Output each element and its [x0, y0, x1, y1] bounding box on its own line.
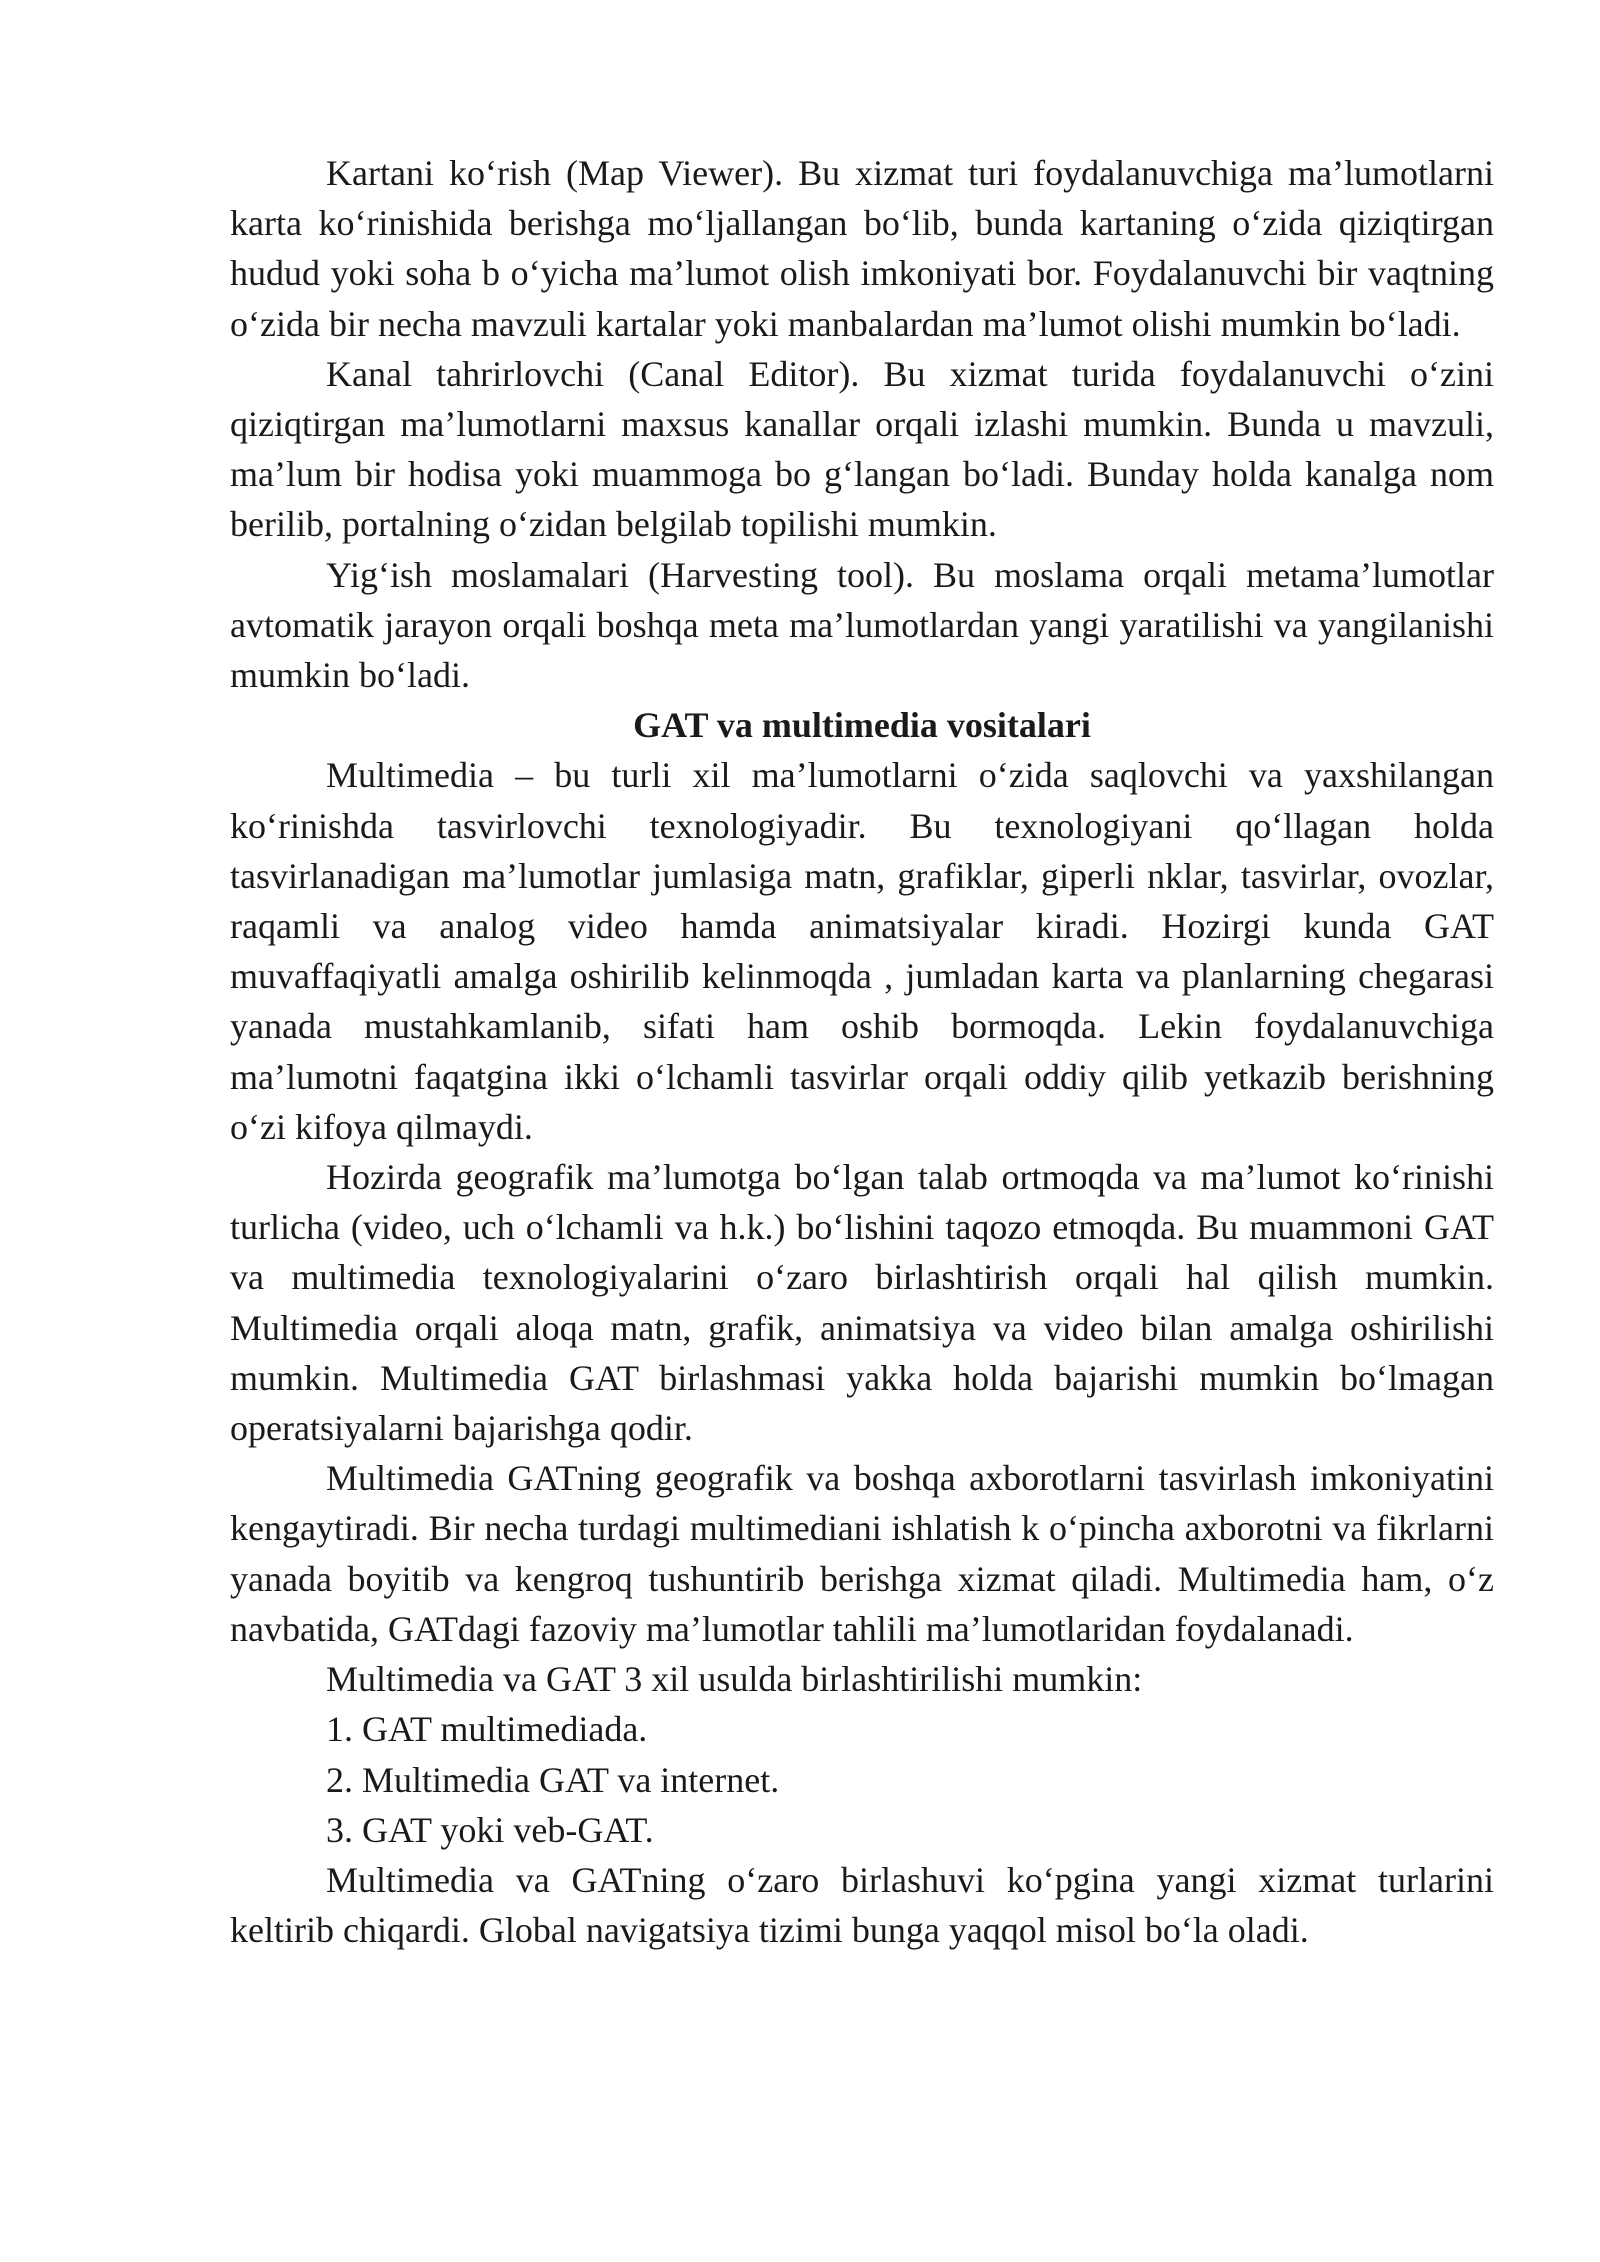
paragraph-harvesting-tool: Yig‘ish moslamalari (Harvesting tool). Bu moslama orqali metama’lumotlar avtomatik jarayon orqali boshqa meta ma’lumotlardan yangi yaratilishi va yangilanishi mumkin bo‘ladi. [230, 554, 1494, 696]
list-item: 2. Multimedia GAT va internet. [326, 1759, 780, 1800]
paragraph-canal-editor: Kanal tahrirlovchi (Canal Editor). Bu xizmat turida foydalanuvchi o‘zini qiziqtirgan ma’lumotlarni maxsus kanallar orqali izlashi mumkin. Bunda u mavzuli, ma’lum bir hodisa yoki muammoga bo g‘langan bo‘ladi. Bunday holda kanalga nom berilib, portalning o‘zidan belgilab topilishi mumkin. [230, 353, 1494, 545]
document-page [230, 148, 1494, 1955]
paragraph-closing: Multimedia va GATning o‘zaro birlashuvi ko‘pgina yangi xizmat turlarini keltirib chiqardi. Global navigatsiya tizimi bunga yaqqol misol bo‘la oladi. [230, 1859, 1494, 1951]
paragraph-multimedia-definition: Multimedia – bu turli xil ma’lumotlarni o‘zida saqlovchi va yaxshilangan ko‘rinishda tasvirlovchi texnologiyadir. Bu texnologiyani qo‘llagan holda tasvirlanadigan ma’lumotlar jumlasiga matn, grafiklar, giperli nklar, tasvirlar, ovozlar, raqamli va analog video hamda animatsiyalar kiradi. Hozirgi kunda GAT muvaffaqiyatli amalga oshirilib kelinmoqda , jumladan karta va planlarning chegarasi yanada mustahkamlanib, sifati ham oshib bormoqda. Lekin foydalanuvchiga ma’lumotni faqatgina ikki o‘lchamli tasvirlar orqali oddiy qilib yetkazib berishning o‘zi kifoya qilmaydi. [230, 755, 1494, 1147]
section-heading: GAT va multimedia vositalari [633, 705, 1091, 746]
list-item: 1. GAT multimediada. [326, 1709, 648, 1750]
paragraph-map-viewer: Kartani ko‘rish (Map Viewer). Bu xizmat turi foydalanuvchiga ma’lumotlarni karta ko‘rinishida berishga mo‘ljallangan bo‘lib, bunda kartaning o‘zida qiziqtirgan hudud yoki soha b o‘yicha ma’lumot olish imkoniyati bor. Foydalanuvchi bir vaqtning o‘zida bir necha mavzuli kartalar yoki manbalardan ma’lumot olishi mumkin bo‘ladi. [230, 153, 1494, 344]
paragraph-integration-intro: Multimedia va GAT 3 xil usulda birlashtirilishi mumkin: [326, 1659, 1143, 1700]
paragraph-geographic-demand: Hozirda geografik ma’lumotga bo‘lgan talab ortmoqda va ma’lumot ko‘rinishi turlicha (video, uch o‘lchamli va h.k.) bo‘lishini taqozo etmoqda. Bu muammoni GAT va multimedia texnologiyalarini o‘zaro birlashtirish orqali hal qilish mumkin. Multimedia orqali aloqa matn, grafik, animatsiya va video bilan amalga oshirilishi mumkin. Multimedia GAT birlashmasi yakka holda bajarishi mumkin bo‘lmagan operatsiyalarni bajarishga qodir. [230, 1157, 1494, 1449]
list-item: 3. GAT yoki veb-GAT. [326, 1809, 654, 1850]
paragraph-multimedia-gat: Multimedia GATning geografik va boshqa axborotlarni tasvirlash imkoniyatini kengaytiradi. Bir necha turdagi multimediani ishlatish k o‘pincha axborotni va fikrlarni yanada boyitib va kengroq tushuntirib berishga xizmat qiladi. Multimedia ham, o‘z navbatida, GATdagi fazoviy ma’lumotlar tahlili ma’lumotlaridan foydalanadi. [230, 1458, 1494, 1649]
